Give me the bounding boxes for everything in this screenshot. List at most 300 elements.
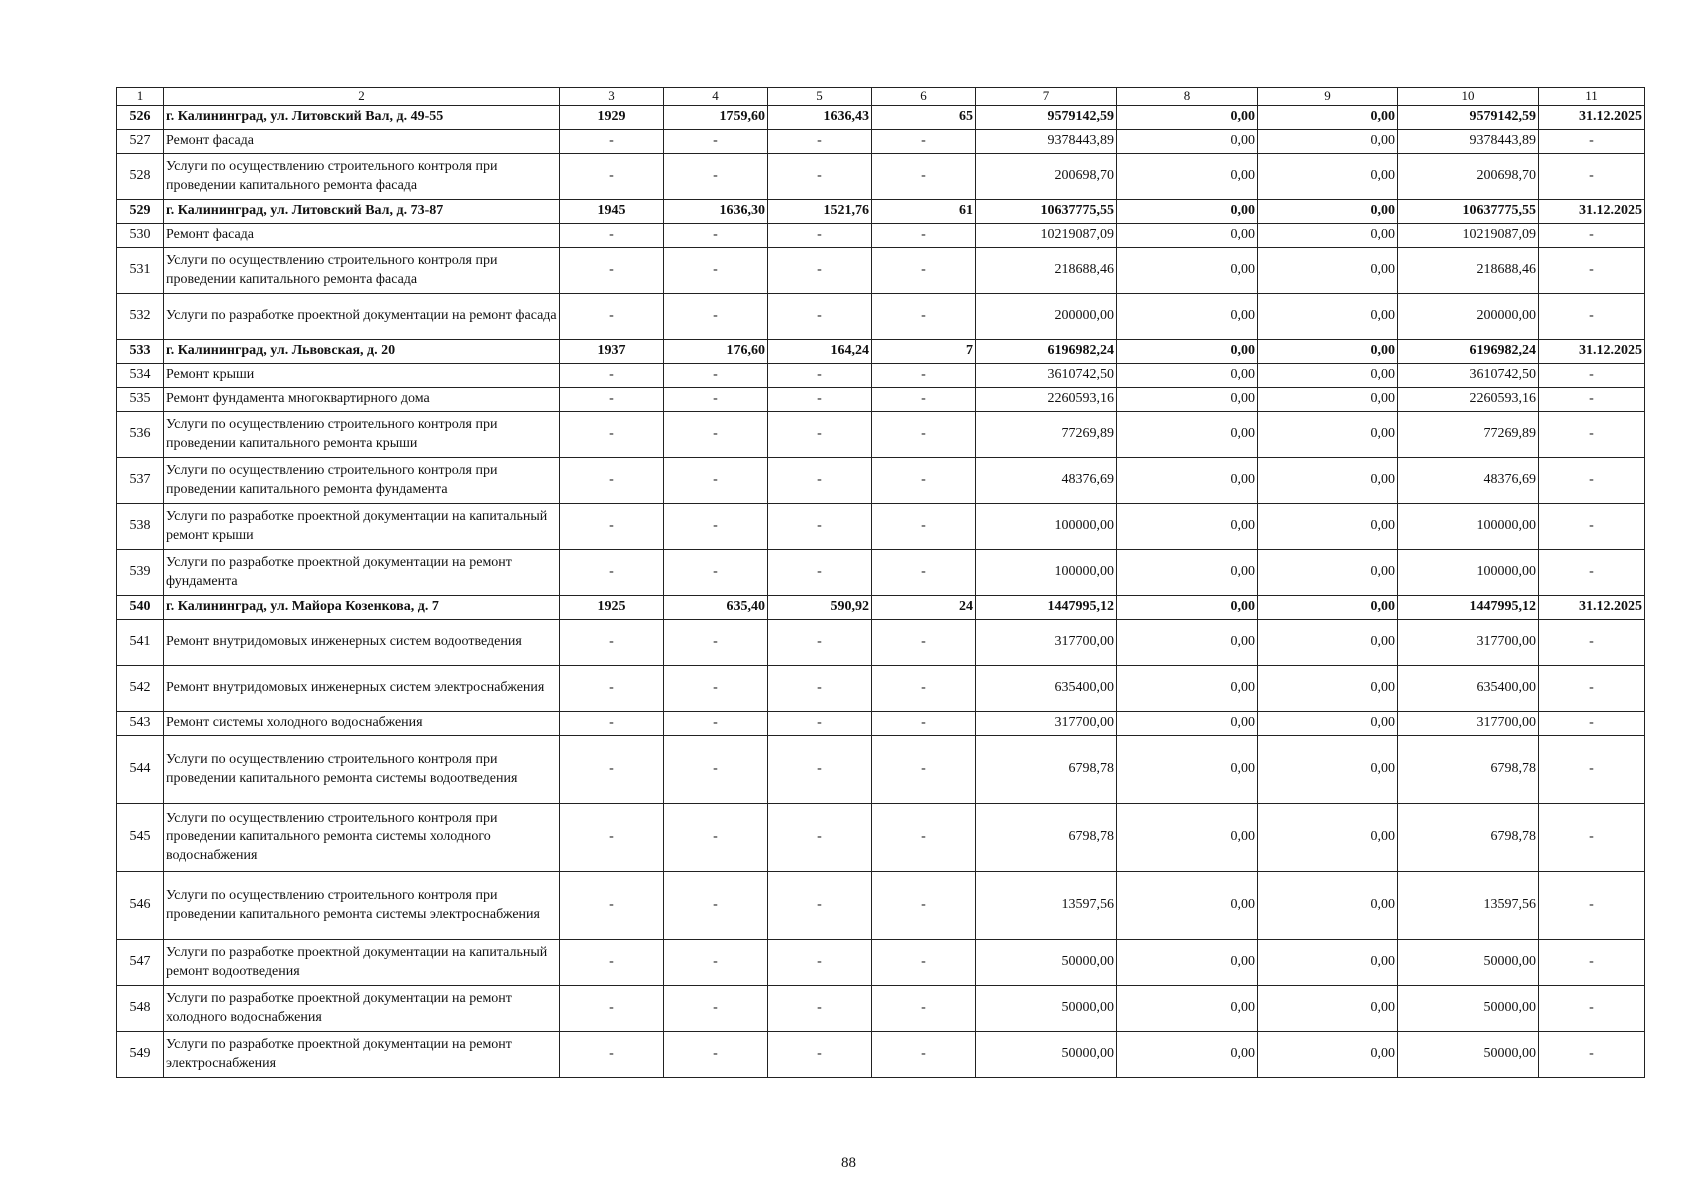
table-cell: - bbox=[560, 388, 664, 412]
table-cell: 1929 bbox=[560, 106, 664, 130]
table-cell: 0,00 bbox=[1258, 130, 1398, 154]
table-cell: 164,24 bbox=[768, 340, 872, 364]
table-cell: 635400,00 bbox=[976, 666, 1117, 712]
table-cell: 100000,00 bbox=[1398, 504, 1539, 550]
table-cell: 0,00 bbox=[1258, 940, 1398, 986]
table-cell: - bbox=[768, 940, 872, 986]
table-cell: - bbox=[560, 666, 664, 712]
table-cell: 0,00 bbox=[1258, 666, 1398, 712]
table-cell: 77269,89 bbox=[1398, 412, 1539, 458]
table-cell: 200698,70 bbox=[976, 154, 1117, 200]
table-row bbox=[117, 736, 1645, 804]
table-cell: 6196982,24 bbox=[1398, 340, 1539, 364]
table-cell: 0,00 bbox=[1117, 412, 1258, 458]
table-cell: - bbox=[872, 504, 976, 550]
table-cell: 176,60 bbox=[664, 340, 768, 364]
table-cell: - bbox=[872, 712, 976, 736]
table-cell: г. Калининград, ул. Литовский Вал, д. 73-87 bbox=[164, 200, 560, 224]
table-cell: 9378443,89 bbox=[976, 130, 1117, 154]
table-cell: 10219087,09 bbox=[1398, 224, 1539, 248]
table-cell: 48376,69 bbox=[1398, 458, 1539, 504]
table-cell: - bbox=[664, 248, 768, 294]
table-cell: 527 bbox=[117, 130, 164, 154]
table-row bbox=[117, 986, 1645, 1032]
table-cell: Услуги по осуществлению строительного контроля при проведении капитального ремонта системы холодного водоснабжения bbox=[164, 804, 560, 872]
table-cell: 0,00 bbox=[1117, 388, 1258, 412]
table-cell: - bbox=[768, 412, 872, 458]
table-cell: 200000,00 bbox=[976, 294, 1117, 340]
table-cell: 0,00 bbox=[1258, 596, 1398, 620]
table-row bbox=[117, 200, 1645, 224]
table-cell: 537 bbox=[117, 458, 164, 504]
table-cell: 1521,76 bbox=[768, 200, 872, 224]
table-cell: - bbox=[768, 1032, 872, 1078]
table-cell: - bbox=[872, 388, 976, 412]
table-cell: Услуги по разработке проектной документации на ремонт фундамента bbox=[164, 550, 560, 596]
table-cell: - bbox=[560, 620, 664, 666]
table-cell: 547 bbox=[117, 940, 164, 986]
table-cell: - bbox=[560, 130, 664, 154]
table-cell: 0,00 bbox=[1117, 986, 1258, 1032]
table-cell: - bbox=[664, 224, 768, 248]
table-cell: 0,00 bbox=[1258, 154, 1398, 200]
table-cell: - bbox=[664, 458, 768, 504]
table-cell: 548 bbox=[117, 986, 164, 1032]
table-cell: 1945 bbox=[560, 200, 664, 224]
table-cell: 635400,00 bbox=[1398, 666, 1539, 712]
table-row bbox=[117, 412, 1645, 458]
table-cell: - bbox=[872, 412, 976, 458]
table-cell: 0,00 bbox=[1258, 986, 1398, 1032]
table-cell: Услуги по осуществлению строительного контроля при проведении капитального ремонта фундамента bbox=[164, 458, 560, 504]
table-cell: - bbox=[664, 504, 768, 550]
table-cell: Услуги по разработке проектной документации на капитальный ремонт крыши bbox=[164, 504, 560, 550]
table-cell: - bbox=[560, 986, 664, 1032]
table-cell: 1636,43 bbox=[768, 106, 872, 130]
table-cell: 541 bbox=[117, 620, 164, 666]
table-cell: - bbox=[1539, 364, 1645, 388]
table-cell: - bbox=[560, 154, 664, 200]
table-cell: 533 bbox=[117, 340, 164, 364]
table-cell: Услуги по осуществлению строительного контроля при проведении капитального ремонта крыши bbox=[164, 412, 560, 458]
table-cell: 590,92 bbox=[768, 596, 872, 620]
table-cell: 13597,56 bbox=[1398, 872, 1539, 940]
table-cell: - bbox=[664, 986, 768, 1032]
table-cell: 0,00 bbox=[1117, 804, 1258, 872]
table-cell: 200698,70 bbox=[1398, 154, 1539, 200]
table-cell: - bbox=[1539, 412, 1645, 458]
table-row bbox=[117, 364, 1645, 388]
table-cell: - bbox=[560, 872, 664, 940]
table-cell: 0,00 bbox=[1258, 412, 1398, 458]
table-cell: Услуги по разработке проектной документации на ремонт фасада bbox=[164, 294, 560, 340]
table-cell: 542 bbox=[117, 666, 164, 712]
table-row bbox=[117, 1032, 1645, 1078]
table-cell: 6798,78 bbox=[976, 736, 1117, 804]
table-cell: 0,00 bbox=[1117, 712, 1258, 736]
table-cell: 50000,00 bbox=[1398, 940, 1539, 986]
column-number: 7 bbox=[976, 88, 1117, 106]
table-row bbox=[117, 940, 1645, 986]
table-cell: - bbox=[768, 504, 872, 550]
table-cell: - bbox=[560, 364, 664, 388]
table-cell: 100000,00 bbox=[976, 550, 1117, 596]
table-cell: - bbox=[664, 154, 768, 200]
table-cell: 549 bbox=[117, 1032, 164, 1078]
table-cell: - bbox=[664, 872, 768, 940]
table-cell: - bbox=[768, 458, 872, 504]
column-number: 8 bbox=[1117, 88, 1258, 106]
table-cell: - bbox=[664, 550, 768, 596]
table-row bbox=[117, 458, 1645, 504]
table-cell: - bbox=[1539, 986, 1645, 1032]
table-cell: 1937 bbox=[560, 340, 664, 364]
page-number: 88 bbox=[841, 1155, 856, 1171]
table-cell: Ремонт системы холодного водоснабжения bbox=[164, 712, 560, 736]
table-cell: - bbox=[1539, 504, 1645, 550]
table-cell: 0,00 bbox=[1258, 364, 1398, 388]
table-cell: - bbox=[872, 154, 976, 200]
table-cell: - bbox=[1539, 940, 1645, 986]
table-cell: - bbox=[872, 294, 976, 340]
table-cell: Ремонт фундамента многоквартирного дома bbox=[164, 388, 560, 412]
table-cell: 0,00 bbox=[1117, 596, 1258, 620]
table-cell: 531 bbox=[117, 248, 164, 294]
table-cell: 200000,00 bbox=[1398, 294, 1539, 340]
table-cell: 0,00 bbox=[1117, 620, 1258, 666]
table-cell: - bbox=[560, 940, 664, 986]
column-number: 2 bbox=[164, 88, 560, 106]
table-cell: - bbox=[664, 412, 768, 458]
table-row bbox=[117, 224, 1645, 248]
table-cell: - bbox=[872, 130, 976, 154]
table-cell: - bbox=[1539, 1032, 1645, 1078]
table-cell: 0,00 bbox=[1117, 340, 1258, 364]
table-cell: Услуги по разработке проектной документации на ремонт холодного водоснабжения bbox=[164, 986, 560, 1032]
table-cell: 535 bbox=[117, 388, 164, 412]
table-cell: - bbox=[664, 1032, 768, 1078]
table-cell: 0,00 bbox=[1117, 504, 1258, 550]
table-cell: - bbox=[664, 804, 768, 872]
table-cell: 9378443,89 bbox=[1398, 130, 1539, 154]
column-number: 1 bbox=[117, 88, 164, 106]
table-row bbox=[117, 154, 1645, 200]
table-row bbox=[117, 712, 1645, 736]
table-cell: 317700,00 bbox=[1398, 620, 1539, 666]
table-cell: Ремонт внутридомовых инженерных систем электроснабжения bbox=[164, 666, 560, 712]
table-cell: - bbox=[664, 294, 768, 340]
table-cell: - bbox=[560, 224, 664, 248]
table-cell: - bbox=[560, 248, 664, 294]
table-cell: - bbox=[768, 712, 872, 736]
table-cell: 0,00 bbox=[1258, 712, 1398, 736]
table-cell: - bbox=[1539, 872, 1645, 940]
table-cell: 0,00 bbox=[1117, 872, 1258, 940]
table-row bbox=[117, 340, 1645, 364]
table-row bbox=[117, 504, 1645, 550]
table-cell: 529 bbox=[117, 200, 164, 224]
table-row bbox=[117, 620, 1645, 666]
table-cell: 3610742,50 bbox=[976, 364, 1117, 388]
table-cell: - bbox=[664, 364, 768, 388]
table-cell: 0,00 bbox=[1258, 504, 1398, 550]
table-cell: 0,00 bbox=[1258, 550, 1398, 596]
table-cell: 544 bbox=[117, 736, 164, 804]
table-cell: 7 bbox=[872, 340, 976, 364]
table-cell: - bbox=[768, 550, 872, 596]
table-cell: - bbox=[872, 804, 976, 872]
table-cell: 0,00 bbox=[1117, 1032, 1258, 1078]
table-cell: - bbox=[664, 388, 768, 412]
column-number: 9 bbox=[1258, 88, 1398, 106]
table-cell: - bbox=[1539, 248, 1645, 294]
table-cell: - bbox=[872, 666, 976, 712]
table-cell: - bbox=[1539, 736, 1645, 804]
table-cell: - bbox=[768, 804, 872, 872]
table-cell: 0,00 bbox=[1258, 340, 1398, 364]
table-cell: - bbox=[560, 804, 664, 872]
table-cell: 48376,69 bbox=[976, 458, 1117, 504]
table-cell: 65 bbox=[872, 106, 976, 130]
table-cell: - bbox=[768, 294, 872, 340]
table-cell: 0,00 bbox=[1117, 106, 1258, 130]
table-row bbox=[117, 596, 1645, 620]
table-cell: - bbox=[560, 412, 664, 458]
table-row bbox=[117, 388, 1645, 412]
table-cell: 3610742,50 bbox=[1398, 364, 1539, 388]
table-cell: Услуги по разработке проектной документации на ремонт электроснабжения bbox=[164, 1032, 560, 1078]
table-cell: - bbox=[872, 986, 976, 1032]
table-cell: - bbox=[560, 736, 664, 804]
table-cell: г. Калининград, ул. Львовская, д. 20 bbox=[164, 340, 560, 364]
table-cell: - bbox=[872, 550, 976, 596]
table-cell: - bbox=[1539, 620, 1645, 666]
table-row bbox=[117, 294, 1645, 340]
table-cell: Услуги по осуществлению строительного контроля при проведении капитального ремонта системы водоотведения bbox=[164, 736, 560, 804]
table-cell: 2260593,16 bbox=[976, 388, 1117, 412]
table-cell: 0,00 bbox=[1258, 388, 1398, 412]
table-cell: 536 bbox=[117, 412, 164, 458]
table-cell: 31.12.2025 bbox=[1539, 106, 1645, 130]
table-cell: 526 bbox=[117, 106, 164, 130]
table-cell: Ремонт внутридомовых инженерных систем водоотведения bbox=[164, 620, 560, 666]
table-cell: Ремонт крыши bbox=[164, 364, 560, 388]
table-cell: 0,00 bbox=[1258, 458, 1398, 504]
table-cell: - bbox=[768, 388, 872, 412]
table-cell: - bbox=[1539, 666, 1645, 712]
table-cell: - bbox=[1539, 550, 1645, 596]
table-cell: 50000,00 bbox=[976, 1032, 1117, 1078]
table-cell: г. Калининград, ул. Майора Козенкова, д. 7 bbox=[164, 596, 560, 620]
table-cell: 6196982,24 bbox=[976, 340, 1117, 364]
table-cell: 31.12.2025 bbox=[1539, 596, 1645, 620]
table-cell: - bbox=[872, 224, 976, 248]
table-cell: - bbox=[560, 550, 664, 596]
table-cell: Услуги по осуществлению строительного контроля при проведении капитального ремонта системы электроснабжения bbox=[164, 872, 560, 940]
table-cell: 0,00 bbox=[1258, 872, 1398, 940]
table-cell: 50000,00 bbox=[1398, 1032, 1539, 1078]
table-cell: 0,00 bbox=[1258, 248, 1398, 294]
table-cell: 31.12.2025 bbox=[1539, 200, 1645, 224]
column-number: 11 bbox=[1539, 88, 1645, 106]
table-cell: - bbox=[768, 736, 872, 804]
table-cell: - bbox=[1539, 294, 1645, 340]
table-cell: 532 bbox=[117, 294, 164, 340]
table-cell: 0,00 bbox=[1258, 804, 1398, 872]
table-cell: - bbox=[768, 620, 872, 666]
table-cell: 61 bbox=[872, 200, 976, 224]
table-cell: 10637775,55 bbox=[976, 200, 1117, 224]
table-cell: 530 bbox=[117, 224, 164, 248]
table-cell: 317700,00 bbox=[1398, 712, 1539, 736]
table-cell: Ремонт фасада bbox=[164, 130, 560, 154]
table-row bbox=[117, 248, 1645, 294]
table-cell: 540 bbox=[117, 596, 164, 620]
table-cell: - bbox=[664, 620, 768, 666]
table-cell: 9579142,59 bbox=[1398, 106, 1539, 130]
column-number: 3 bbox=[560, 88, 664, 106]
table-cell: 100000,00 bbox=[1398, 550, 1539, 596]
table-cell: - bbox=[872, 1032, 976, 1078]
table-cell: 317700,00 bbox=[976, 620, 1117, 666]
table-cell: 0,00 bbox=[1117, 364, 1258, 388]
table-cell: 0,00 bbox=[1258, 620, 1398, 666]
table-cell: 0,00 bbox=[1258, 294, 1398, 340]
table-cell: Услуги по разработке проектной документации на капитальный ремонт водоотведения bbox=[164, 940, 560, 986]
table-cell: 0,00 bbox=[1117, 130, 1258, 154]
table-cell: - bbox=[768, 224, 872, 248]
table-cell: - bbox=[664, 666, 768, 712]
table-cell: - bbox=[768, 986, 872, 1032]
table-cell: 546 bbox=[117, 872, 164, 940]
table-cell: 635,40 bbox=[664, 596, 768, 620]
table-cell: 545 bbox=[117, 804, 164, 872]
table-row bbox=[117, 106, 1645, 130]
table-cell: 13597,56 bbox=[976, 872, 1117, 940]
table-cell: 528 bbox=[117, 154, 164, 200]
table-cell: - bbox=[1539, 388, 1645, 412]
table-cell: 6798,78 bbox=[1398, 804, 1539, 872]
table-cell: 1759,60 bbox=[664, 106, 768, 130]
table-cell: 0,00 bbox=[1258, 106, 1398, 130]
table-cell: 24 bbox=[872, 596, 976, 620]
table-cell: - bbox=[872, 364, 976, 388]
column-number: 5 bbox=[768, 88, 872, 106]
table-cell: 0,00 bbox=[1117, 200, 1258, 224]
table-cell: 543 bbox=[117, 712, 164, 736]
table-cell: - bbox=[768, 154, 872, 200]
table-cell: 218688,46 bbox=[1398, 248, 1539, 294]
table-cell: - bbox=[664, 712, 768, 736]
table-cell: - bbox=[872, 620, 976, 666]
table-cell: - bbox=[1539, 224, 1645, 248]
table-cell: 0,00 bbox=[1117, 940, 1258, 986]
table-cell: - bbox=[560, 712, 664, 736]
column-number: 4 bbox=[664, 88, 768, 106]
table-cell: 100000,00 bbox=[976, 504, 1117, 550]
table-cell: 0,00 bbox=[1117, 294, 1258, 340]
table-cell: 0,00 bbox=[1258, 1032, 1398, 1078]
table-cell: 50000,00 bbox=[976, 940, 1117, 986]
table-cell: 31.12.2025 bbox=[1539, 340, 1645, 364]
table-body bbox=[117, 88, 1645, 1078]
table-cell: - bbox=[664, 130, 768, 154]
table-cell: 6798,78 bbox=[1398, 736, 1539, 804]
table-cell: 538 bbox=[117, 504, 164, 550]
table-cell: - bbox=[872, 940, 976, 986]
table-cell: 0,00 bbox=[1117, 736, 1258, 804]
table-cell: - bbox=[664, 940, 768, 986]
table-cell: 534 bbox=[117, 364, 164, 388]
table-cell: 2260593,16 bbox=[1398, 388, 1539, 412]
table-cell: 50000,00 bbox=[976, 986, 1117, 1032]
table-cell: 218688,46 bbox=[976, 248, 1117, 294]
table-cell: - bbox=[768, 130, 872, 154]
table-cell: - bbox=[560, 504, 664, 550]
table-cell: 317700,00 bbox=[976, 712, 1117, 736]
table-cell: 1925 bbox=[560, 596, 664, 620]
table-cell: - bbox=[664, 736, 768, 804]
column-number: 10 bbox=[1398, 88, 1539, 106]
table-cell: 0,00 bbox=[1117, 154, 1258, 200]
table-cell: 10219087,09 bbox=[976, 224, 1117, 248]
table-cell: 0,00 bbox=[1258, 224, 1398, 248]
table-cell: - bbox=[872, 872, 976, 940]
table-cell: Ремонт фасада bbox=[164, 224, 560, 248]
table-row bbox=[117, 666, 1645, 712]
table-cell: 77269,89 bbox=[976, 412, 1117, 458]
table-cell: 10637775,55 bbox=[1398, 200, 1539, 224]
column-number: 6 bbox=[872, 88, 976, 106]
table-cell: 50000,00 bbox=[1398, 986, 1539, 1032]
table-row bbox=[117, 804, 1645, 872]
table-row bbox=[117, 130, 1645, 154]
table-cell: - bbox=[872, 458, 976, 504]
table-cell: - bbox=[872, 736, 976, 804]
table-cell: - bbox=[768, 872, 872, 940]
table-cell: г. Калининград, ул. Литовский Вал, д. 49-55 bbox=[164, 106, 560, 130]
table-cell: 1447995,12 bbox=[1398, 596, 1539, 620]
table-cell: Услуги по осуществлению строительного контроля при проведении капитального ремонта фасада bbox=[164, 154, 560, 200]
table-cell: - bbox=[1539, 154, 1645, 200]
table-cell: - bbox=[768, 666, 872, 712]
table-cell: - bbox=[1539, 130, 1645, 154]
table-cell: - bbox=[768, 248, 872, 294]
column-number-row bbox=[117, 88, 1645, 106]
table-cell: 1447995,12 bbox=[976, 596, 1117, 620]
table-cell: 539 bbox=[117, 550, 164, 596]
table-cell: - bbox=[768, 364, 872, 388]
table-cell: - bbox=[1539, 712, 1645, 736]
table-cell: - bbox=[560, 1032, 664, 1078]
table-cell: 1636,30 bbox=[664, 200, 768, 224]
table-cell: - bbox=[1539, 458, 1645, 504]
table-cell: - bbox=[1539, 804, 1645, 872]
table-cell: 0,00 bbox=[1258, 736, 1398, 804]
table-cell: 0,00 bbox=[1117, 666, 1258, 712]
table-row bbox=[117, 872, 1645, 940]
table-cell: 0,00 bbox=[1117, 458, 1258, 504]
table-cell: 9579142,59 bbox=[976, 106, 1117, 130]
table-cell: - bbox=[872, 248, 976, 294]
capital-repair-table bbox=[116, 87, 1645, 1078]
table-cell: 0,00 bbox=[1117, 248, 1258, 294]
table-cell: 0,00 bbox=[1258, 200, 1398, 224]
table-row bbox=[117, 550, 1645, 596]
table-cell: 6798,78 bbox=[976, 804, 1117, 872]
table-cell: 0,00 bbox=[1117, 550, 1258, 596]
table-cell: Услуги по осуществлению строительного контроля при проведении капитального ремонта фасада bbox=[164, 248, 560, 294]
